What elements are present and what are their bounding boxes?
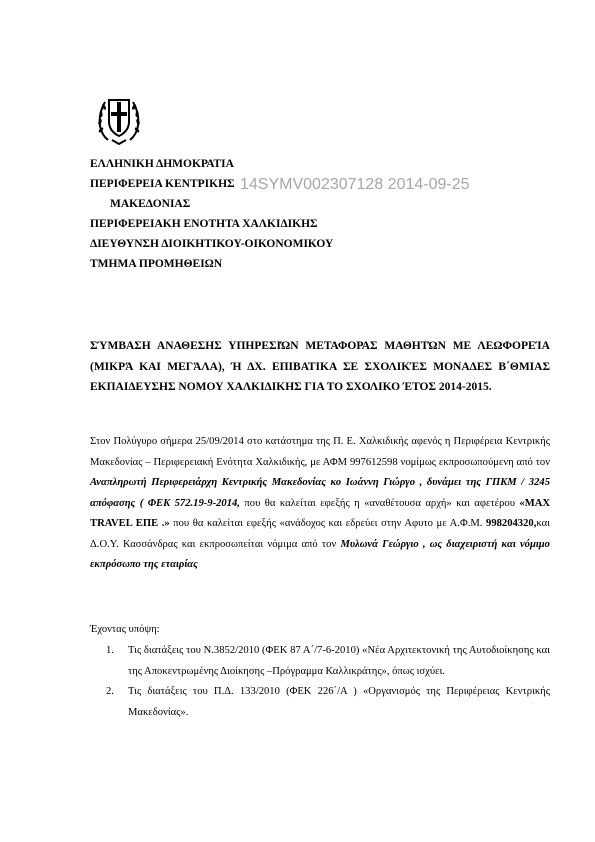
considerations-list (90, 641, 550, 723)
header-line-directorate: ΔΙΕΥΘΥΝΣΗ ΔΙΟΙΚΗΤΙΚΟΥ-ΟΙΚΟΝΟΜΙΚΟΥ (90, 238, 334, 250)
paragraph-bold-representative: Μυλωνά Γεώργιο , ως διαχειριστή και νόμιμο εκπρόσωπο της εταιρίας (90, 538, 550, 570)
header-line-republic: ΕΛΛΗΝΙΚΗ ΔΗΜΟΚΡΑΤΙΑ (90, 158, 234, 170)
paragraph-text-4: και Δ.Ο.Υ. Κασσάνδρας και εκπροσωπείται νόμιμα από τον (90, 518, 550, 550)
paragraph-text-2: που θα καλείται εφεξής η «αναθέτουσα αρχή» και αφετέρου (239, 497, 520, 509)
list-item-number: 2. (106, 686, 114, 697)
paragraph-bold-company: «MAX TRAVEL ΕΠΕ .» (90, 497, 551, 529)
header-line-regional-unit: ΠΕΡΙΦΕΡΕΙΑΚΗ ΕΝΟΤΗΤΑ ΧΑΛΚΙΔΙΚΗΣ (90, 218, 318, 230)
contract-paragraph (90, 432, 550, 576)
list-item-text: Τις διατάξεις του Ν.3852/2010 (ΦΕΚ 87 Α΄/7-6-2010) «Νέα Αρχιτεκτονική της Αυτοδιοίκησης και της Αποκεντρωμένης Διοίκησης –Πρόγραμμα Καλλικράτης», όπως ισχύει. (128, 645, 550, 677)
issuer-header (90, 154, 333, 274)
considering-lead: Έχοντας υπόψη: (90, 624, 160, 635)
paragraph-text-3: που θα καλείται εφεξής «ανάδοχος και εδρεύει στην Αφυτο με Α.Φ.Μ. (169, 518, 487, 529)
list-item (90, 682, 550, 723)
document-id-stamp: 14SYMV002307128 2014-09-25 (240, 176, 470, 193)
greek-coat-of-arms-icon (94, 92, 144, 146)
header-line-department: ΤΜΗΜΑ ΠΡΟΜΗΘΕΙΩΝ (90, 258, 223, 270)
paragraph-bold-afm: 998204320, (486, 518, 537, 529)
list-item (90, 641, 550, 682)
list-item-number: 1. (106, 645, 114, 656)
paragraph-bold-deputy: Αναπληρωτή Περιφερειάρχη Κεντρικής Μακεδονίας κο Ιωάννη Γιώργο , δυνάμει της ΓΠΚΜ / 3245 απόφασης ( ΦΕΚ 572.19-9-2014, (90, 477, 550, 509)
header-line-macedonia: ΜΑΚΕΔΟΝΙΑΣ (110, 198, 191, 210)
contract-title: ΣΎΜΒΑΣΗ ΑΝΑΘΕΣΗΣ ΥΠΗΡΕΣΙΏΝ ΜΕΤΑΦΟΡΑΣ ΜΑΘΗΤΏΝ ΜΕ ΛΕΩΦΟΡΕΊΑ (ΜΙΚΡΆ ΚΑΙ ΜΕΓΆΛΑ), Ή ΔΧ. ΕΠΙΒΑΤΙΚΑ ΣΕ ΣΧΟΛΙΚΈΣ ΜΟΝΑΔΕΣ Β΄ΘΜΙΑΣ ΕΚΠΑΙΔΕΥΣΗΣ ΝΟΜΟΥ ΧΑΛΚΙΔΙΚΗΣ ΓΙΑ ΤΟ ΣΧΟΛΙΚΟ ΈΤΟΣ 2014-2015. (90, 340, 550, 393)
paragraph-text-1: Στον Πολύγυρο σήμερα 25/09/2014 στο κατάστημα της Π. Ε. Χαλκιδικής αφενός η Περιφέρεια Κεντρικής Μακεδονίας – Περιφερειακή Ενότητα Χαλκιδικής, με ΑΦΜ 997612598 νομίμως εκπροσωπούμενη από τον (90, 436, 550, 468)
header-line-region: ΠΕΡΙΦΕΡΕΙΑ ΚΕΝΤΡΙΚΗΣ (90, 178, 235, 190)
list-item-text: Τις διατάξεις του Π.Δ. 133/2010 (ΦΕΚ 226΄/Α ) «Οργανισμός της Περιφέρειας Κεντρικής Μακεδονίας». (128, 686, 550, 718)
